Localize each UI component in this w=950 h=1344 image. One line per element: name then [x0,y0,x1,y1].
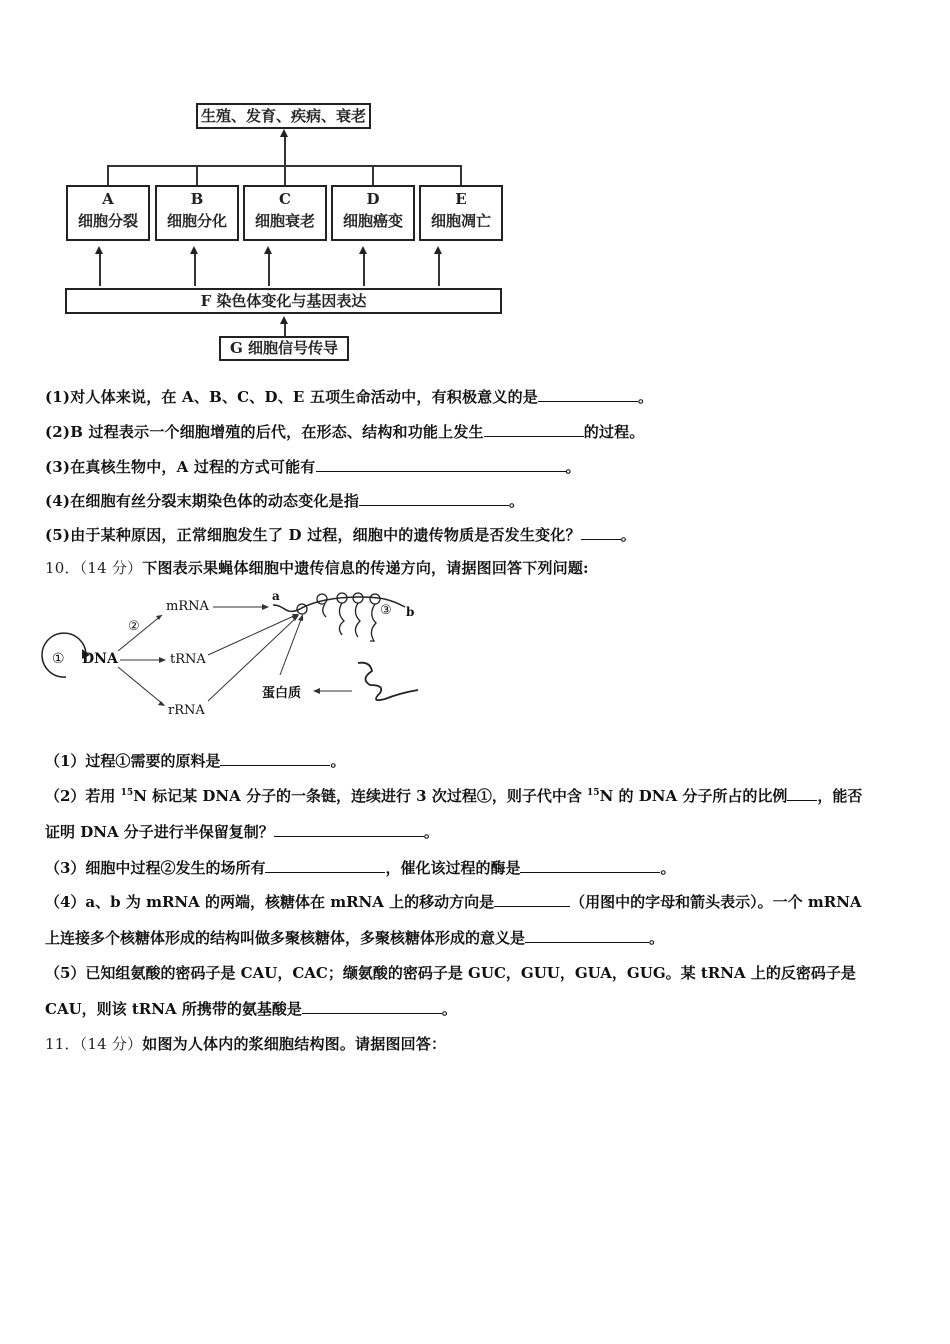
connector [194,252,196,286]
connector [363,252,365,286]
process-2-label: ② [128,619,140,634]
question-text: （2）若用 [45,787,121,805]
process-label: 细胞分化 [166,212,227,230]
question-text: 。 [423,823,439,841]
answer-blank[interactable] [484,422,584,437]
question-text: N 的 DNA 分子所占的比例 [599,787,788,805]
process-letter: E [455,190,467,208]
q10-part-3 [45,857,675,878]
answer-blank[interactable] [265,858,385,873]
process-label: 细胞癌变 [342,212,403,230]
process-letter: D [366,190,380,208]
answer-blank[interactable] [581,525,621,540]
isotope-superscript: 15 [587,788,600,798]
question-text: 证明 DNA 分子进行半保留复制？ [45,823,274,841]
question-text: 。 [649,929,665,947]
process-3-label: ③ [380,603,392,618]
question-text: （1）过程①需要的原料是 [45,752,221,770]
connector [372,165,374,185]
answer-blank[interactable] [787,786,817,801]
g-box: G 细胞信号传导 [219,336,349,361]
q9-part-1 [45,386,653,407]
answer-blank[interactable] [302,999,442,1014]
arrow-up-icon [359,246,367,254]
q9-part-2 [45,421,645,442]
answer-blank[interactable] [520,858,660,873]
q9-part-3 [45,456,581,477]
question-number: 11．（14 分） [45,1035,143,1053]
q10-part-2-line2 [45,821,439,842]
question-text: （用图中的字母和箭头表示）。一个 mRNA [570,893,862,911]
question-text: 的过程。 [583,423,645,441]
connector [99,252,101,286]
q10-part-1 [45,750,345,771]
question-text: 下图表示果蝇体细胞中遗传信息的传递方向，请据图回答下列问题: [142,559,589,577]
question-text: （3）细胞中过程②发生的场所有 [45,859,266,877]
top-box: 生殖、发育、疾病、衰老 [196,103,371,129]
process-label: 细胞衰老 [254,212,315,230]
question-text: N 标记某 DNA 分子的一条链，连续进行 3 次过程①，则子代中含 [133,787,588,805]
q10-part-4-line2 [45,927,664,948]
question-text: 。 [637,388,654,406]
answer-blank[interactable] [359,491,509,506]
q10-stem [45,557,589,578]
arrow-up-icon [280,129,288,137]
q11-stem [45,1033,446,1054]
question-text: （4）a、b 为 mRNA 的两端，核糖体在 mRNA 上的移动方向是 [45,893,495,911]
arrow-up-icon [190,246,198,254]
rrna-label: rRNA [168,703,205,718]
q9-part-5 [45,524,636,545]
q9-part-4 [45,490,524,511]
answer-blank[interactable] [274,822,424,837]
process-box-c [243,185,327,241]
process-box-b [155,185,239,241]
process-1-label: ① [52,651,65,667]
question-text: （5）已知组氨酸的密码子是 CAU，CAC；缬氨酸的密码子是 GUC，GUU，GUA，GUG。某 tRNA 上的反密码子是 [45,964,856,982]
question-text: (3)在真核生物中，A 过程的方式可能有 [45,458,316,476]
trna-label: tRNA [170,652,206,667]
connector [460,165,462,185]
connector [268,252,270,286]
question-text: (2)B 过程表示一个细胞增殖的后代，在形态、结构和功能上发生 [45,423,484,441]
gene-expression-diagram [40,585,440,725]
question-text: 。 [330,752,346,770]
question-text: 上连接多个核糖体形成的结构叫做多聚核糖体，多聚核糖体形成的意义是 [45,929,526,947]
q10-part-5-line2 [45,998,457,1019]
answer-blank[interactable] [316,457,566,472]
question-text: ，催化该过程的酶是 [385,859,521,877]
answer-blank[interactable] [494,892,570,907]
isotope-superscript: 15 [120,788,134,798]
arrow-up-icon [280,316,288,324]
connector [284,165,286,185]
question-text: 。 [565,458,581,476]
question-text: CAU，则该 tRNA 所携带的氨基酸是 [45,1000,302,1018]
process-box-e [419,185,503,241]
connector [196,165,198,185]
mrna-label: mRNA [166,599,209,614]
question-text: (4)在细胞有丝分裂末期染色体的动态变化是指 [45,492,360,510]
question-text: ，能否 [817,787,863,805]
question-text: 。 [441,1000,457,1018]
process-label: 细胞凋亡 [430,212,491,230]
arrow-up-icon [434,246,442,254]
arrow-up-icon [95,246,103,254]
question-text: 。 [509,492,525,510]
connector [107,165,109,185]
process-letter: A [102,190,114,208]
question-text: 如图为人体内的浆细胞结构图。请据图回答： [142,1035,447,1053]
dna-label: DNA [82,651,118,667]
q10-part-2 [45,785,862,806]
answer-blank[interactable] [220,751,330,766]
process-box-a [66,185,150,241]
connector [438,252,440,286]
question-text: 。 [660,859,676,877]
answer-blank[interactable] [525,928,649,943]
process-box-d [331,185,415,241]
process-letter: B [190,190,204,208]
mrna-end-a: a [272,589,280,603]
connector [284,322,286,336]
arrow-up-icon [264,246,272,254]
question-text: 。 [620,526,636,544]
process-letter: C [279,190,291,208]
question-text: (5)由于某种原因，正常细胞发生了 D 过程，细胞中的遗传物质是否发生变化？ [45,526,581,544]
question-number: 10．（14 分） [45,559,143,577]
process-label: 细胞分裂 [77,212,138,230]
protein-label: 蛋白质 [262,686,302,701]
q10-part-4 [45,891,862,912]
mrna-end-b: b [406,605,415,619]
connector [284,133,286,165]
question-text: (1)对人体来说，在 A、B、C、D、E 五项生命活动中，有积极意义的是 [45,388,538,406]
answer-blank[interactable] [538,387,638,402]
q10-part-5 [45,962,856,983]
f-box: F 染色体变化与基因表达 [65,288,502,314]
